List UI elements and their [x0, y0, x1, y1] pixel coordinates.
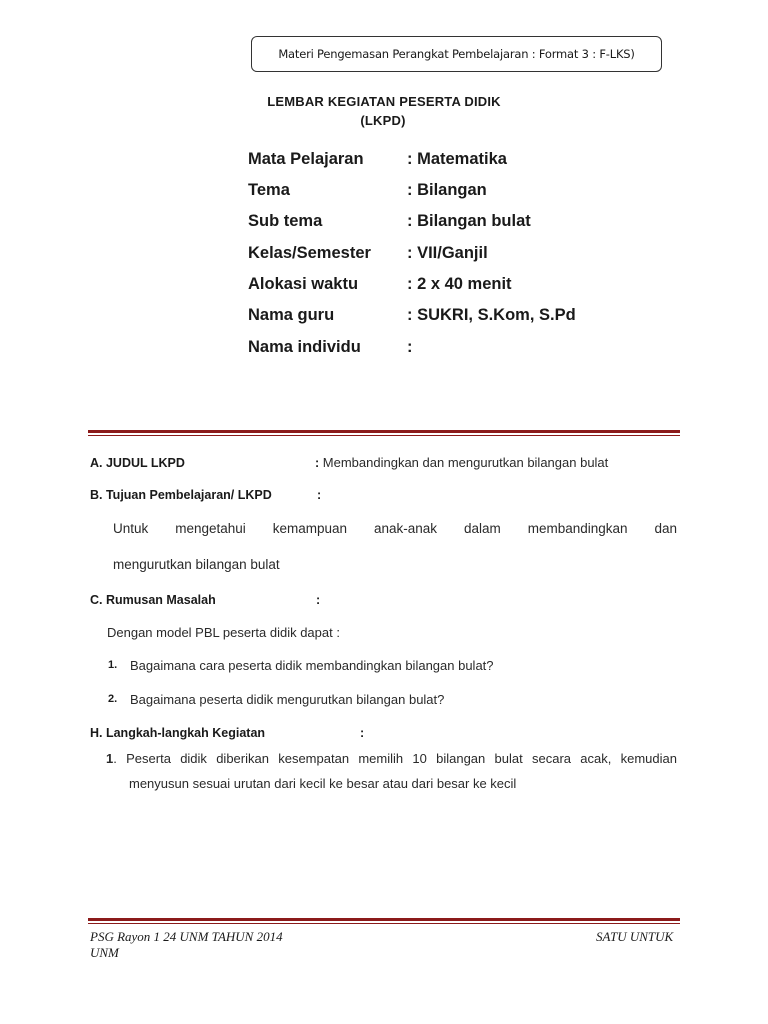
document-subtitle	[0, 113, 768, 128]
section-c-item-1-number: 1.	[108, 659, 118, 671]
section-b-text-line1: Untuk mengetahui kemampuan anak-anak dalam membandingkan dan	[113, 521, 677, 536]
section-a-value: Membandingkan dan mengurutkan bilangan bulat	[322, 455, 609, 470]
section-h-item-1-number: 1	[106, 751, 114, 766]
section-h-colon: :	[360, 726, 365, 740]
info-value-theme: : Bilangan	[407, 181, 487, 199]
info-value-subtheme: : Bilangan bulat	[407, 212, 531, 230]
info-value-individual: :	[407, 338, 413, 356]
section-c-item-2-number: 2.	[108, 693, 118, 705]
section-divider-top-thin	[88, 435, 680, 436]
section-a-colon: :	[315, 456, 320, 470]
section-h-label: H. Langkah-langkah Kegiatan	[90, 726, 266, 740]
document-subtitle-text: (LKPD)	[360, 113, 406, 128]
footer-left-line1: PSG Rayon 1 24 UNM TAHUN 2014	[90, 929, 283, 944]
footer-left-line2: UNM	[90, 945, 119, 960]
section-h-item-1-text-line1: . Peserta didik diberikan kesempatan memilih 10 bilangan bulat secara acak, kemudian	[113, 751, 677, 766]
section-divider-top	[88, 430, 680, 433]
info-label-individual: Nama individu	[248, 338, 361, 356]
info-value-class: : VII/Ganjil	[407, 244, 488, 262]
header-box-text: Materi Pengemasan Perangkat Pembelajaran : Format 3 : F-LKS)	[278, 47, 635, 61]
info-value-teacher: : SUKRI, S.Kom, S.Pd	[407, 306, 576, 324]
info-label-time: Alokasi waktu	[248, 275, 359, 293]
info-label-theme: Tema	[248, 181, 290, 199]
section-c-colon: :	[316, 593, 321, 607]
section-c-intro: Dengan model PBL peserta didik dapat :	[107, 625, 340, 640]
section-h-item-1-line1	[106, 751, 677, 766]
info-value-subject: : Matematika	[407, 150, 507, 168]
section-c-label: C. Rumusan Masalah	[90, 593, 216, 607]
document-title: LEMBAR KEGIATAN PESERTA DIDIK	[267, 94, 501, 109]
section-c-item-1-text: Bagaimana cara peserta didik membandingkan bilangan bulat?	[130, 658, 494, 673]
info-label-class: Kelas/Semester	[248, 244, 371, 262]
section-h-item-1-line1-row	[106, 751, 677, 766]
info-label-teacher: Nama guru	[248, 306, 335, 324]
section-b-colon: :	[317, 488, 322, 502]
section-b-label: B. Tujuan Pembelajaran/ LKPD	[90, 488, 272, 502]
info-value-time: : 2 x 40 menit	[407, 275, 512, 293]
footer-right: SATU UNTUK	[596, 929, 674, 944]
footer-divider	[88, 918, 680, 921]
section-a-line	[315, 455, 608, 470]
info-label-subtheme: Sub tema	[248, 212, 323, 230]
footer-divider-thin	[88, 923, 680, 924]
section-a-label: A. JUDUL LKPD	[90, 456, 185, 470]
section-b-text-line2: mengurutkan bilangan bulat	[113, 557, 280, 572]
info-label-subject: Mata Pelajaran	[248, 150, 364, 168]
section-c-item-2-text: Bagaimana peserta didik mengurutkan bilangan bulat?	[130, 692, 445, 707]
header-box	[251, 36, 662, 72]
section-h-item-1-text-line2: menyusun sesuai urutan dari kecil ke besar atau dari besar ke kecil	[129, 776, 517, 791]
